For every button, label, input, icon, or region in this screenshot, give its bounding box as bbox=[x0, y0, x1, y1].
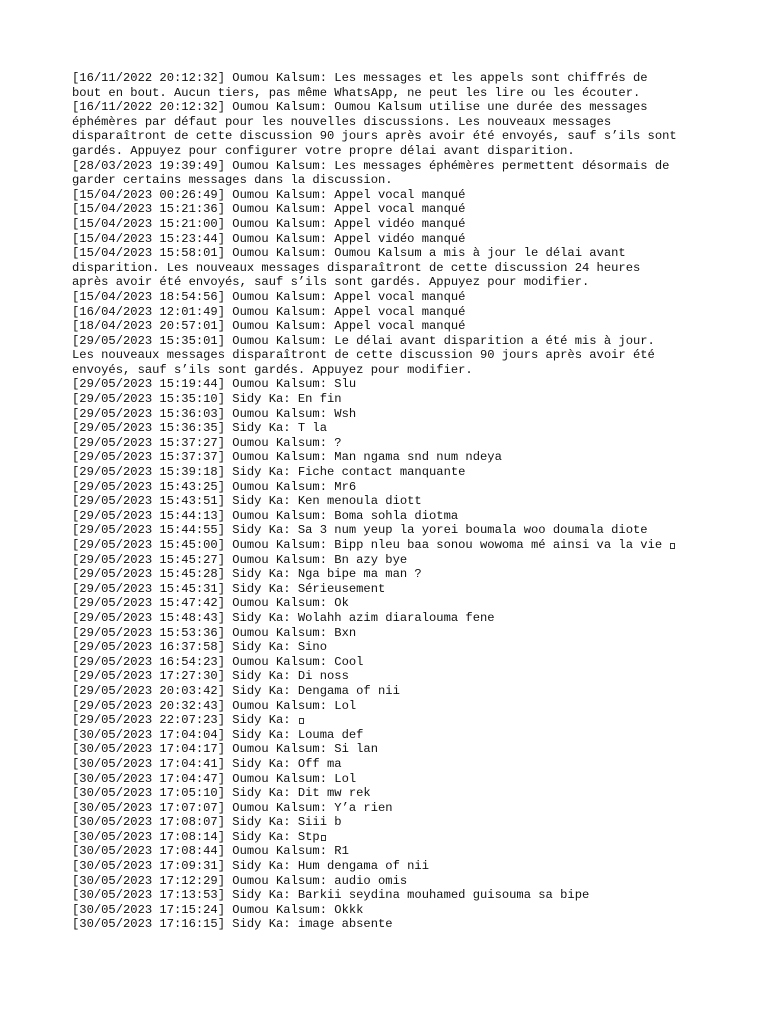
transcript-line: [29/05/2023 20:32:43] Oumou Kalsum: Lol bbox=[72, 698, 357, 713]
transcript-line: [29/05/2023 15:45:31] Sidy Ka: Sérieusement bbox=[72, 581, 386, 596]
transcript-line: [29/05/2023 15:47:42] Oumou Kalsum: Ok bbox=[72, 596, 349, 611]
transcript-line: [30/05/2023 17:16:15] Sidy Ka: image absente bbox=[72, 917, 393, 932]
transcript-line: envoyés, sauf s’ils sont gardés. Appuyez pour modifier. bbox=[72, 362, 473, 377]
transcript-line: [30/05/2023 17:12:29] Oumou Kalsum: audio omis bbox=[72, 873, 408, 888]
transcript-line: [29/05/2023 15:35:10] Sidy Ka: En fin bbox=[72, 392, 342, 407]
transcript-line: [29/05/2023 15:48:43] Sidy Ka: Wolahh azim diaralouma fene bbox=[72, 610, 495, 625]
transcript-line bbox=[72, 830, 712, 845]
transcript-line: [29/05/2023 15:44:55] Sidy Ka: Sa 3 num yeup la yorei boumala woo doumala diote bbox=[72, 523, 648, 538]
transcript-line: [15/04/2023 15:23:44] Oumou Kalsum: Appel vidéo manqué bbox=[72, 231, 466, 246]
transcript-line: [15/04/2023 15:21:00] Oumou Kalsum: Appel vidéo manqué bbox=[72, 216, 466, 231]
chat-transcript bbox=[72, 71, 712, 932]
transcript-line: [29/05/2023 20:03:42] Sidy Ka: Dengama of nii bbox=[72, 683, 400, 698]
transcript-line: [30/05/2023 17:15:24] Oumou Kalsum: Okkk bbox=[72, 902, 364, 917]
transcript-line: [29/05/2023 15:19:44] Oumou Kalsum: Slu bbox=[72, 377, 357, 392]
transcript-line: [29/05/2023 15:36:35] Sidy Ka: T la bbox=[72, 421, 327, 436]
transcript-line: [29/05/2023 16:54:23] Oumou Kalsum: Cool bbox=[72, 654, 364, 669]
transcript-line: [29/05/2023 15:37:37] Oumou Kalsum: Man ngama snd num ndeya bbox=[72, 450, 502, 465]
missing-glyph-icon bbox=[321, 835, 326, 841]
transcript-line: [29/05/2023 15:43:25] Oumou Kalsum: Mr6 bbox=[72, 479, 357, 494]
transcript-line: [15/04/2023 18:54:56] Oumou Kalsum: Appel vocal manqué bbox=[72, 289, 466, 304]
transcript-line: [29/05/2023 17:27:30] Sidy Ka: Di noss bbox=[72, 669, 349, 684]
transcript-line: [18/04/2023 20:57:01] Oumou Kalsum: Appel vocal manqué bbox=[72, 319, 466, 334]
transcript-line: [29/05/2023 15:45:28] Sidy Ka: Nga bipe ma man ? bbox=[72, 567, 422, 582]
transcript-line: garder certains messages dans la discussion. bbox=[72, 173, 393, 188]
transcript-line: [16/11/2022 20:12:32] Oumou Kalsum: Oumou Kalsum utilise une durée des messages bbox=[72, 100, 648, 115]
missing-glyph-icon bbox=[670, 543, 675, 549]
transcript-line: disparaîtront de cette discussion 90 jours après avoir été envoyés, sauf s’ils sont bbox=[72, 129, 677, 144]
transcript-line: [30/05/2023 17:08:44] Oumou Kalsum: R1 bbox=[72, 844, 349, 859]
transcript-line: [15/04/2023 15:58:01] Oumou Kalsum: Oumou Kalsum a mis à jour le délai avant bbox=[72, 246, 626, 261]
transcript-line: [29/05/2023 15:37:27] Oumou Kalsum: ? bbox=[72, 435, 342, 450]
transcript-line: [16/11/2022 20:12:32] Oumou Kalsum: Les messages et les appels sont chiffrés de bbox=[72, 71, 648, 85]
transcript-line: [29/05/2023 16:37:58] Sidy Ka: Sino bbox=[72, 640, 327, 655]
transcript-line: [29/05/2023 15:43:51] Sidy Ka: Ken menoula diott bbox=[72, 494, 422, 509]
transcript-line: [15/04/2023 00:26:49] Oumou Kalsum: Appel vocal manqué bbox=[72, 187, 466, 202]
transcript-line: [29/05/2023 15:35:01] Oumou Kalsum: Le délai avant disparition a été mis à jour. bbox=[72, 333, 655, 348]
transcript-line: après avoir été envoyés, sauf s’ils sont gardés. Appuyez pour modifier. bbox=[72, 275, 590, 290]
transcript-line: gardés. Appuyez pour configurer votre propre délai avant disparition. bbox=[72, 143, 575, 158]
transcript-line: [30/05/2023 17:05:10] Sidy Ka: Dit mw rek bbox=[72, 786, 371, 801]
transcript-line: [30/05/2023 17:04:41] Sidy Ka: Off ma bbox=[72, 756, 342, 771]
transcript-line: [30/05/2023 17:07:07] Oumou Kalsum: Y’a rien bbox=[72, 800, 393, 815]
transcript-line: [29/05/2023 15:45:27] Oumou Kalsum: Bn azy bye bbox=[72, 552, 408, 567]
transcript-line: [29/05/2023 15:39:18] Sidy Ka: Fiche contact manquante bbox=[72, 465, 466, 480]
transcript-line-text: [30/05/2023 17:08:14] Sidy Ka: Stp bbox=[72, 829, 320, 844]
transcript-line: [15/04/2023 15:21:36] Oumou Kalsum: Appel vocal manqué bbox=[72, 202, 466, 217]
transcript-line-text: [29/05/2023 15:45:00] Oumou Kalsum: Bipp nleu baa sonou wowoma mé ainsi va la vie bbox=[72, 538, 670, 552]
transcript-line: bout en bout. Aucun tiers, pas même WhatsApp, ne peut les lire ou les écouter. bbox=[72, 85, 641, 100]
transcript-line bbox=[72, 538, 712, 553]
transcript-line: [30/05/2023 17:04:17] Oumou Kalsum: Si lan bbox=[72, 742, 378, 757]
transcript-line: [30/05/2023 17:08:07] Sidy Ka: Siii b bbox=[72, 815, 342, 830]
transcript-line: disparition. Les nouveaux messages disparaîtront de cette discussion 24 heures bbox=[72, 260, 641, 275]
transcript-line: éphémères par défaut pour les nouvelles discussions. Les nouveaux messages bbox=[72, 114, 612, 129]
transcript-line: [30/05/2023 17:09:31] Sidy Ka: Hum dengama of nii bbox=[72, 859, 429, 874]
transcript-line: [29/05/2023 15:44:13] Oumou Kalsum: Boma sohla diotma bbox=[72, 508, 459, 523]
transcript-line: [29/05/2023 15:36:03] Oumou Kalsum: Wsh bbox=[72, 406, 357, 421]
transcript-line: [28/03/2023 19:39:49] Oumou Kalsum: Les messages éphémères permettent désormais de bbox=[72, 158, 670, 173]
transcript-line-text: [29/05/2023 22:07:23] Sidy Ka: bbox=[72, 713, 298, 728]
transcript-line: [30/05/2023 17:04:47] Oumou Kalsum: Lol bbox=[72, 771, 357, 786]
missing-glyph-icon bbox=[299, 718, 304, 724]
transcript-line: [30/05/2023 17:13:53] Sidy Ka: Barkii seydina mouhamed guisouma sa bipe bbox=[72, 888, 590, 903]
transcript-line: [16/04/2023 12:01:49] Oumou Kalsum: Appel vocal manqué bbox=[72, 304, 466, 319]
transcript-line: [29/05/2023 15:53:36] Oumou Kalsum: Bxn bbox=[72, 625, 357, 640]
transcript-line: Les nouveaux messages disparaîtront de cette discussion 90 jours après avoir été bbox=[72, 348, 655, 363]
transcript-line bbox=[72, 713, 712, 728]
transcript-line: [30/05/2023 17:04:04] Sidy Ka: Louma def bbox=[72, 727, 364, 742]
